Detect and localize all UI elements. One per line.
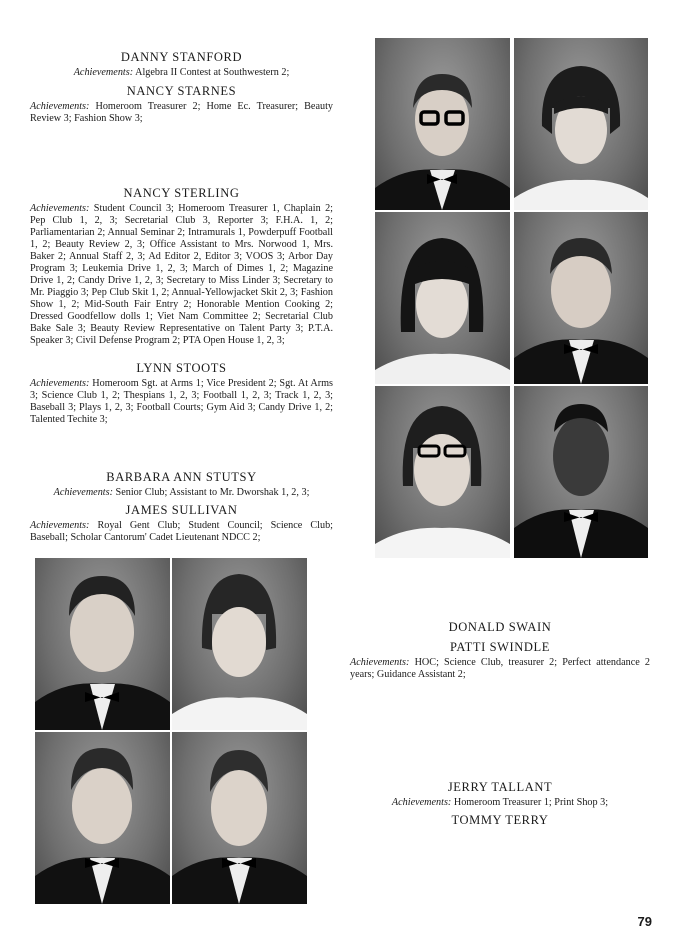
student-achievements: Achievements: HOC; Science Club, treasurer 2; Perfect attendance 2 years; Guidance Assistant 2; [350, 657, 650, 680]
entry-barbara-ann-stutsy [30, 470, 333, 499]
portrait-photo-nancy-starnes [514, 38, 648, 210]
achievements-label: Achievements: [53, 487, 113, 498]
entry-danny-stanford [30, 50, 333, 79]
student-name: PATTI SWINDLE [449, 640, 551, 654]
student-name: NANCY STERLING [123, 186, 240, 200]
portrait-photo-james-sullivan [514, 386, 648, 558]
student-achievements: Achievements: Homeroom Treasurer 1; Print Shop 3; [391, 797, 609, 808]
entry-lynn-stoots [30, 361, 333, 426]
portrait-photo-tommy-terry [172, 732, 307, 904]
student-name: LYNN STOOTS [136, 361, 227, 375]
student-name: DONALD SWAIN [448, 620, 552, 634]
achievements-label: Achievements: [73, 67, 134, 78]
portrait-photo-lynn-stoots [514, 212, 648, 384]
achievements-label: Achievements: [350, 657, 410, 668]
student-name: DANNY STANFORD [120, 50, 243, 64]
portrait-photo-donald-swain [35, 558, 170, 730]
student-achievements: Achievements: Homeroom Treasurer 2; Home Ec. Treasurer; Beauty Review 3; Fashion Show 3; [30, 101, 333, 124]
achievements-label: Achievements: [30, 203, 90, 214]
student-name: NANCY STARNES [126, 84, 237, 98]
entry-nancy-starnes [30, 84, 333, 125]
achievements-label: Achievements: [30, 101, 90, 112]
student-name: TOMMY TERRY [451, 813, 549, 827]
student-name: JAMES SULLIVAN [125, 503, 238, 517]
achievements-label: Achievements: [30, 378, 90, 389]
entry-donald-swain [350, 620, 650, 635]
entry-tommy-terry [350, 813, 650, 828]
student-achievements: Achievements: Algebra II Contest at Southwestern 2; [73, 67, 290, 78]
portrait-photo-nancy-sterling [375, 212, 510, 384]
student-name: BARBARA ANN STUTSY [106, 470, 257, 484]
entry-jerry-tallant [350, 780, 650, 809]
entry-james-sullivan [30, 503, 333, 544]
student-achievements: Achievements: Senior Club; Assistant to Mr. Dworshak 1, 2, 3; [53, 487, 310, 498]
achievements-label: Achievements: [391, 797, 452, 808]
entry-patti-swindle [350, 640, 650, 681]
portrait-photo-danny-stanford [375, 38, 510, 210]
page-number: 79 [637, 914, 652, 929]
student-achievements: Achievements: Royal Gent Club; Student Council; Science Club; Baseball; Scholar Cantorum' Cadet Lieutenant NDCC 2; [30, 520, 334, 543]
portrait-photo-patti-swindle [172, 558, 307, 730]
student-achievements: Achievements: Student Council 3; Homeroom Treasurer 1, Chaplain 2; Pep Club 1, 2, 3; Secretarial Club 3, Reporter 3; F.H.A. 1, 2; Parliamentarian 2; Annual Seminar 2; Intramurals 1, Powderpuff Football 1, 2; Beauty Review 2, 3; Office Assistant to Mrs. Norwood 1, Mrs. Baker 2; Annual Staff 2, 3; Ad Editor 2, Editor 3; VOOS 3; Arbor Day Program 3; Leukemia Drive 1, 2, 3; March of Dimes 1, 2; Magazine Drive 1, 2; Candy Drive 1, 2, 3; Secretary to Miss Linder 3; Secretary to Mr. Piaggio 3; Pep Club Skit 1, 2; Annual-Yellowjacket Skit 2, 3; Fashion Show 1, 2; Mid-South Fair Entry 2; Honorable Mention Cooking 2; Dressed Goodfellow dolls 1; Viet Nam Committee 2; Secretarial Club Bake Sale 3; Beauty Review Representative on Talent Party 3; P.T.A. Speaker 3; Civil Defense Program 2; PTA Open House 1, 2, 3; [30, 203, 334, 346]
portrait-photo-barbara-ann-stutsy [375, 386, 510, 558]
entry-nancy-sterling [30, 186, 333, 347]
achievements-label: Achievements: [30, 520, 90, 531]
student-achievements: Achievements: Homeroom Sgt. at Arms 1; Vice President 2; Sgt. At Arms 3; Science Club 1, 2; Thespians 1, 2, 3; Football 1, 2, 3; Track 1, 2, 3; Baseball 3; Plays 1, 2, 3; Football Courts; Gym Aid 3; Candy Drive 1, 2; Talented Techite 3; [30, 378, 334, 425]
student-name: JERRY TALLANT [447, 780, 553, 794]
portrait-photo-jerry-tallant [35, 732, 170, 904]
